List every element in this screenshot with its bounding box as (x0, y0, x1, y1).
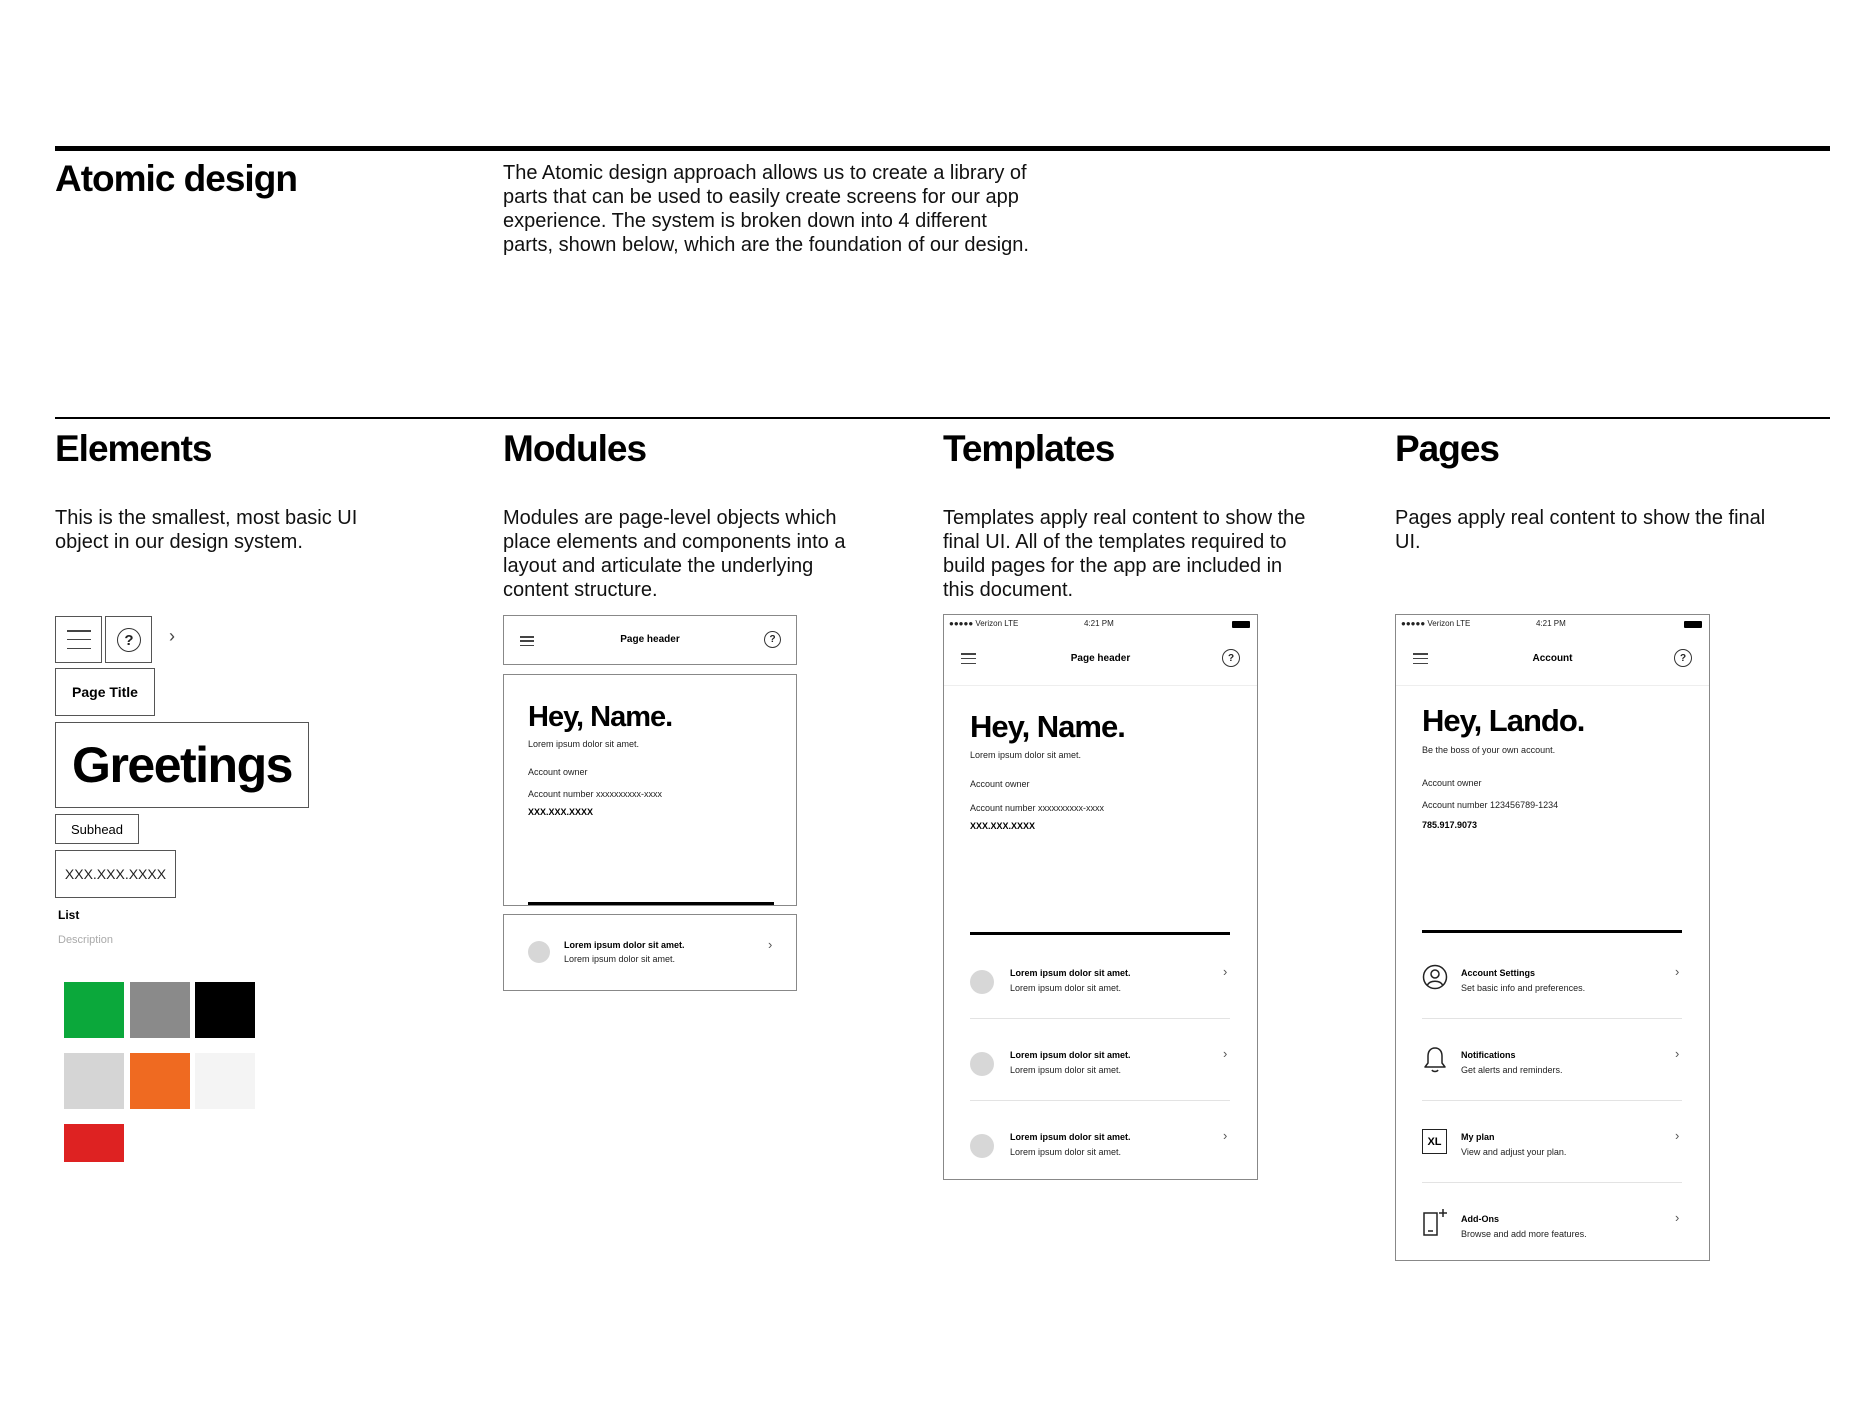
account-owner-label: Account owner (970, 779, 1030, 789)
subhead-element (55, 814, 139, 844)
intro-line: parts that can be used to easily create screens for our app (503, 186, 1019, 208)
templates-description (943, 506, 1363, 602)
list-divider (1422, 1182, 1682, 1183)
desc-line: object in our design system. (55, 531, 303, 553)
color-swatch (64, 982, 124, 1038)
list-item-title: Lorem ipsum dolor sit amet. (1010, 1050, 1131, 1060)
help-icon[interactable]: ? (764, 631, 781, 648)
battery-icon (1684, 621, 1702, 628)
page-title-element (55, 668, 155, 716)
template-header-title: Page header (1070, 653, 1131, 664)
progress-bar (1422, 930, 1682, 933)
account-owner-label: Account owner (528, 767, 588, 777)
menu-icon (67, 630, 91, 649)
module-header-bar (503, 615, 797, 665)
list-divider (1422, 1100, 1682, 1101)
progress-bar (970, 932, 1230, 935)
avatar-placeholder (970, 970, 994, 994)
list-item-title: Account Settings (1461, 968, 1536, 978)
desc-line: build pages for the app are included in (943, 555, 1283, 577)
list-item-subtitle: Get alerts and reminders. (1461, 1065, 1563, 1075)
list-item-title: Notifications (1461, 1050, 1516, 1060)
help-icon: ? (117, 628, 141, 652)
list-item-subtitle: Lorem ipsum dolor sit amet. (564, 954, 676, 964)
template-phone (943, 614, 1258, 1180)
help-icon[interactable]: ? (1674, 649, 1692, 667)
greeting-subtext: Lorem ipsum dolor sit amet. (528, 739, 640, 749)
list-item-title: Lorem ipsum dolor sit amet. (1010, 1132, 1131, 1142)
desc-line: Templates apply real content to show the (943, 507, 1306, 529)
color-swatch (64, 1053, 124, 1109)
module-header-title: Page header (620, 634, 680, 645)
list-item-title: My plan (1461, 1132, 1495, 1142)
chevron-right-icon: › (1223, 964, 1228, 979)
progress-bar (528, 902, 774, 905)
color-swatch (130, 982, 190, 1038)
account-settings-item[interactable] (1396, 950, 1709, 1020)
phone-number: XXX.XXX.XXXX (970, 821, 1036, 831)
notifications-item[interactable] (1396, 1032, 1709, 1102)
list-item-title: Add-Ons (1461, 1214, 1499, 1224)
chevron-right-icon: › (1675, 964, 1680, 979)
phone-element (55, 850, 176, 898)
intro-line: parts, shown below, which are the foundation of our design. (503, 234, 1029, 256)
device-add-icon (1422, 1208, 1448, 1238)
intro-line: experience. The system is broken down into 4 different (503, 210, 987, 232)
top-rule (55, 146, 1830, 151)
greeting-subtext: Lorem ipsum dolor sit amet. (970, 750, 1082, 760)
account-number: Account number xxxxxxxxxx-xxxx (528, 789, 663, 799)
phone-text: XXX.XXX.XXXX (64, 866, 167, 882)
list-item-subtitle: Browse and add more features. (1461, 1229, 1587, 1239)
pages-description (1395, 506, 1815, 554)
desc-line: Pages apply real content to show the final (1395, 507, 1766, 529)
desc-line: layout and articulate the underlying (503, 555, 814, 577)
list-divider (1422, 1018, 1682, 1019)
list-item-subtitle: Lorem ipsum dolor sit amet. (1010, 1065, 1122, 1075)
desc-line: this document. (943, 579, 1074, 601)
pages-heading: Pages (1395, 428, 1500, 469)
desc-line: Modules are page-level objects which (503, 507, 837, 529)
chevron-right-icon: › (1675, 1210, 1680, 1225)
chevron-right-icon[interactable]: › (169, 626, 175, 646)
user-circle-icon (1422, 964, 1448, 990)
page-title-text: Page Title (72, 684, 138, 700)
list-item-subtitle: Lorem ipsum dolor sit amet. (1010, 1147, 1122, 1157)
color-swatch (195, 982, 255, 1038)
menu-element[interactable] (55, 616, 102, 663)
header-divider (944, 685, 1257, 686)
avatar-placeholder (970, 1052, 994, 1076)
greeting-heading: Hey, Name. (970, 709, 1125, 744)
modules-description (503, 506, 903, 602)
battery-icon (1232, 621, 1250, 628)
header-divider (1396, 685, 1709, 686)
desc-line: This is the smallest, most basic UI (55, 507, 358, 529)
carrier-status: ●●●●● Verizon LTE (1401, 619, 1471, 628)
page-title: Atomic design (55, 158, 297, 199)
my-plan-item[interactable] (1396, 1114, 1709, 1184)
avatar-placeholder (528, 941, 550, 963)
subhead-text: Subhead (70, 821, 124, 837)
account-number: Account number 123456789-1234 (1422, 800, 1559, 810)
elements-heading: Elements (55, 428, 212, 469)
bell-icon (1422, 1046, 1448, 1074)
template-list-item[interactable] (944, 1114, 1257, 1180)
list-item-title: Lorem ipsum dolor sit amet. (1010, 968, 1131, 978)
list-divider (970, 1018, 1230, 1019)
module-list-item[interactable] (503, 914, 797, 991)
list-divider (970, 1100, 1230, 1101)
intro-paragraph (503, 161, 1063, 257)
page-phone (1395, 614, 1710, 1261)
desc-line: final UI. All of the templates required to (943, 531, 1287, 553)
greeting-subtext: Be the boss of your own account. (1422, 745, 1556, 755)
account-number: Account number xxxxxxxxxx-xxxx (970, 803, 1105, 813)
greeting-text: Greetings (72, 737, 292, 793)
carrier-status: ●●●●● Verizon LTE (949, 619, 1019, 628)
desc-line: UI. (1395, 531, 1421, 553)
greeting-element (55, 722, 309, 808)
list-item-subtitle: Set basic info and preferences. (1461, 983, 1586, 993)
list-item-title: Lorem ipsum dolor sit amet. (564, 940, 685, 950)
phone-number: 785.917.9073 (1422, 820, 1478, 830)
color-swatch (130, 1053, 190, 1109)
modules-heading: Modules (503, 428, 647, 469)
desc-line: content structure. (503, 579, 658, 601)
help-icon[interactable]: ? (1222, 649, 1240, 667)
chevron-right-icon: › (1675, 1046, 1680, 1061)
greeting-heading: Hey, Lando. (1422, 703, 1585, 738)
module-card (503, 674, 797, 906)
color-swatch (64, 1124, 124, 1162)
list-label: List (58, 908, 80, 922)
template-list-item[interactable] (944, 1032, 1257, 1102)
avatar-placeholder (970, 1134, 994, 1158)
chevron-right-icon: › (1223, 1046, 1228, 1061)
intro-line: The Atomic design approach allows us to create a library of (503, 162, 1027, 184)
desc-line: place elements and components into a (503, 531, 846, 553)
list-item-subtitle: View and adjust your plan. (1461, 1147, 1567, 1157)
help-element[interactable] (105, 616, 152, 663)
color-swatch (195, 1053, 255, 1109)
chevron-right-icon: › (768, 937, 773, 952)
chevron-right-icon: › (1223, 1128, 1228, 1143)
elements-description (55, 506, 435, 554)
status-time: 4:21 PM (1536, 619, 1566, 628)
list-item-subtitle: Lorem ipsum dolor sit amet. (1010, 983, 1122, 993)
page-header-title: Account (1532, 653, 1573, 664)
greeting-heading: Hey, Name. (528, 701, 673, 733)
xl-plan-icon: XL (1422, 1129, 1447, 1154)
add-ons-item[interactable] (1396, 1196, 1709, 1260)
account-owner-label: Account owner (1422, 778, 1482, 788)
section-rule (55, 417, 1830, 419)
chevron-right-icon: › (1675, 1128, 1680, 1143)
template-list-item[interactable] (944, 950, 1257, 1020)
status-time: 4:21 PM (1084, 619, 1114, 628)
description-label: Description (58, 934, 114, 946)
phone-number: XXX.XXX.XXXX (528, 807, 594, 817)
templates-heading: Templates (943, 428, 1115, 469)
